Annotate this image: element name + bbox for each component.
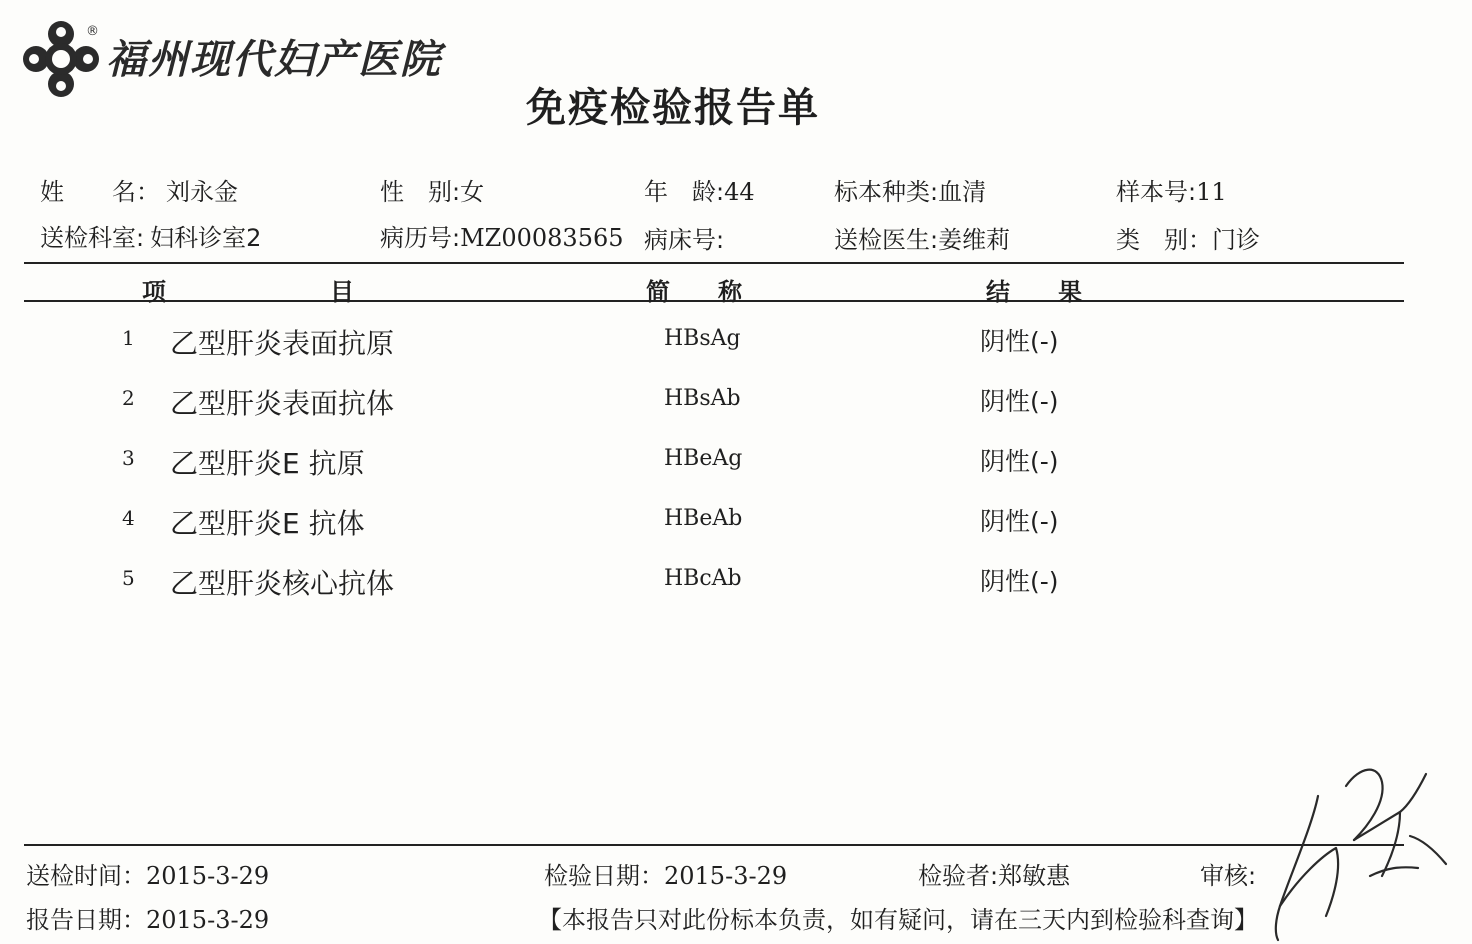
- specimen-label: 标本种类:: [834, 178, 939, 206]
- patient-sex-value: 女: [460, 178, 485, 206]
- sample-no-label: 样本号:: [1116, 178, 1197, 206]
- patient-sex-field: [380, 172, 484, 207]
- header-bottom-rule: [24, 300, 1404, 302]
- header-top-rule: [24, 262, 1404, 264]
- submit-time-label: 送检时间：: [26, 862, 146, 890]
- test-item-result: 阴性(-): [980, 507, 1059, 536]
- test-item-abbr: HBeAg: [664, 446, 743, 471]
- record-no-field: [380, 218, 624, 253]
- doctor-field: [834, 220, 1010, 255]
- hospital-name: 福州现代妇产医院: [106, 36, 442, 83]
- specimen-value: 血清: [938, 178, 987, 206]
- test-item-abbr: HBsAg: [664, 326, 741, 351]
- report-date-field: [26, 900, 269, 935]
- row-number: 3: [122, 446, 135, 470]
- category-field: [1116, 220, 1260, 255]
- test-item-result: 阴性(-): [980, 327, 1059, 356]
- bed-no-field: [644, 220, 724, 255]
- col-header-abbr-b: 称: [718, 278, 742, 306]
- test-item-result: 阴性(-): [980, 447, 1059, 476]
- category-value: 门诊: [1212, 226, 1260, 254]
- test-item-abbr: HBeAb: [664, 506, 743, 531]
- row-number: 1: [122, 326, 135, 350]
- test-item-result: 阴性(-): [980, 567, 1059, 596]
- doctor-value: 姜维莉: [938, 226, 1011, 254]
- reviewer-signature: [1250, 756, 1460, 944]
- patient-name-field: [40, 172, 238, 207]
- reviewer-label: 审核:: [1200, 862, 1257, 890]
- patient-age-field: [644, 172, 755, 207]
- sample-no-field: [1116, 172, 1227, 207]
- tester-label: 检验者:: [918, 862, 999, 890]
- tester-value: 郑敏惠: [998, 862, 1071, 890]
- patient-sex-label: 性 别:: [380, 178, 461, 206]
- specimen-field: [834, 172, 986, 207]
- category-label: 类 别：: [1116, 226, 1212, 254]
- test-date-label: 检验日期：: [544, 862, 664, 890]
- patient-age-label: 年 龄:: [644, 178, 725, 206]
- test-item-name: 乙型肝炎表面抗原: [170, 327, 395, 360]
- test-date-value: 2015-3-29: [664, 862, 788, 890]
- col-header-item-a: 项: [142, 278, 166, 306]
- submit-time-value: 2015-3-29: [146, 862, 270, 890]
- record-no-label: 病历号:: [380, 224, 461, 252]
- report-date-value: 2015-3-29: [146, 906, 270, 934]
- col-header-abbr-a: 简: [646, 278, 670, 306]
- sample-no-value: 11: [1196, 178, 1227, 206]
- col-header-result-a: 结: [986, 278, 1010, 306]
- bed-no-label: 病床号:: [644, 226, 725, 254]
- report-title: 免疫检验报告单: [526, 85, 820, 131]
- test-item-result: 阴性(-): [980, 387, 1059, 416]
- patient-name-label: 姓 名：: [40, 178, 160, 206]
- disclaimer-text: 【本报告只对此份标本负责，如有疑问，请在三天内到检验科查询】: [538, 906, 1258, 934]
- row-number: 5: [122, 566, 135, 590]
- patient-age-value: 44: [724, 178, 755, 206]
- reviewer-field: [1200, 856, 1256, 891]
- registered-mark: ®: [86, 24, 99, 39]
- dept-field: [40, 218, 261, 253]
- doctor-label: 送检医生:: [834, 226, 939, 254]
- row-number: 2: [122, 386, 135, 410]
- tester-field: [918, 856, 1070, 891]
- dept-value: 妇科诊室2: [150, 224, 262, 252]
- test-item-name: 乙型肝炎E 抗体: [170, 507, 365, 540]
- record-no-value: MZ00083565: [460, 224, 624, 252]
- test-item-name: 乙型肝炎E 抗原: [170, 447, 365, 480]
- col-header-result-b: 果: [1058, 278, 1082, 306]
- col-header-item-b: 目: [330, 278, 354, 306]
- submit-time-field: [26, 856, 269, 891]
- test-item-abbr: HBsAb: [664, 386, 741, 411]
- dept-label: 送检科室:: [40, 224, 145, 252]
- test-item-abbr: HBcAb: [664, 566, 742, 591]
- test-item-name: 乙型肝炎核心抗体: [170, 567, 395, 600]
- footer-rule: [24, 844, 1404, 846]
- report-date-label: 报告日期：: [26, 906, 146, 934]
- test-item-name: 乙型肝炎表面抗体: [170, 387, 395, 420]
- row-number: 4: [122, 506, 135, 530]
- patient-name-value: 刘永金: [166, 178, 238, 206]
- test-date-field: [544, 856, 787, 891]
